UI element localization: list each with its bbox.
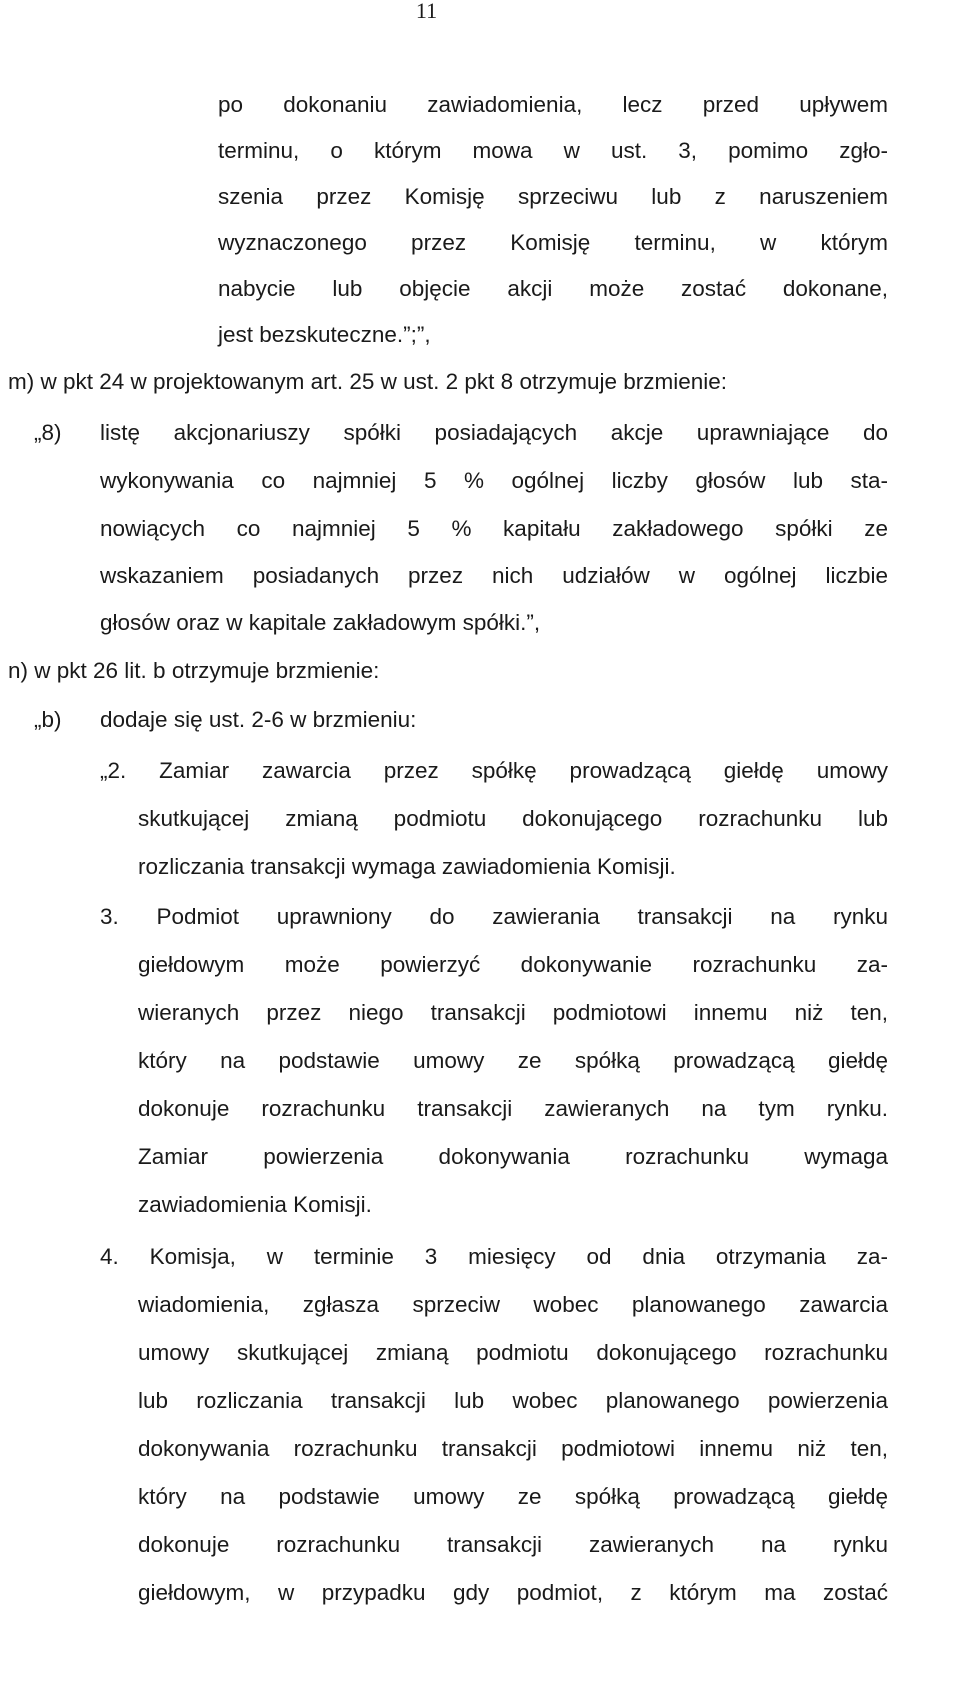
text-line: nabycie lub objęcie akcji może zostać dokonane,: [218, 276, 888, 301]
text-line: zawiadomienia Komisji.: [138, 1192, 372, 1217]
quote-label: „b): [34, 707, 62, 732]
item-header: n) w pkt 26 lit. b otrzymuje brzmienie:: [8, 658, 380, 683]
quote-label: „8): [34, 420, 62, 445]
text-line: dokonywania rozrachunku transakcji podmiotowi innemu niż ten,: [138, 1436, 888, 1461]
text-line: „2. Zamiar zawarcia przez spółkę prowadzącą giełdę umowy: [100, 758, 888, 783]
text-line: który na podstawie umowy ze spółką prowadzącą giełdę: [138, 1048, 888, 1073]
item-header: m) w pkt 24 w projektowanym art. 25 w ust. 2 pkt 8 otrzymuje brzmienie:: [8, 369, 728, 394]
text-line: umowy skutkującej zmianą podmiotu dokonującego rozrachunku: [138, 1340, 888, 1365]
text-line: wykonywania co najmniej 5 % ogólnej liczby głosów lub sta-: [100, 468, 888, 493]
text-line: dokonuje rozrachunku transakcji zawieranych na rynku: [138, 1532, 888, 1557]
text-line: wieranych przez niego transakcji podmiotowi innemu niż ten,: [138, 1000, 888, 1025]
text-line: listę akcjonariuszy spółki posiadających akcje uprawniające do: [100, 420, 888, 445]
text-line: skutkującej zmianą podmiotu dokonującego rozrachunku lub: [138, 806, 888, 831]
text-line: dokonuje rozrachunku transakcji zawieranych na tym rynku.: [138, 1096, 888, 1121]
text-line: giełdowym może powierzyć dokonywanie rozrachunku za-: [138, 952, 888, 977]
text-line: rozliczania transakcji wymaga zawiadomienia Komisji.: [138, 854, 676, 879]
text-line: 3. Podmiot uprawniony do zawierania transakcji na rynku: [100, 904, 888, 929]
text-line: wyznaczonego przez Komisję terminu, w którym: [218, 230, 888, 255]
text-line: wiadomienia, zgłasza sprzeciw wobec planowanego zawarcia: [138, 1292, 888, 1317]
text-line: który na podstawie umowy ze spółką prowadzącą giełdę: [138, 1484, 888, 1509]
text-line: Zamiar powierzenia dokonywania rozrachunku wymaga: [138, 1144, 888, 1169]
text-line: 4. Komisja, w terminie 3 miesięcy od dnia otrzymania za-: [100, 1244, 888, 1269]
text-line: wskazaniem posiadanych przez nich udziałów w ogólnej liczbie: [100, 563, 888, 588]
text-line: głosów oraz w kapitale zakładowym spółki.”,: [100, 610, 541, 635]
text-line: giełdowym, w przypadku gdy podmiot, z którym ma zostać: [138, 1580, 888, 1605]
text-line: dodaje się ust. 2-6 w brzmieniu:: [100, 707, 417, 732]
page-number: 11: [415, 0, 438, 23]
text-line: terminu, o którym mowa w ust. 3, pomimo zgło-: [218, 138, 888, 163]
text-line: lub rozliczania transakcji lub wobec planowanego powierzenia: [138, 1388, 888, 1413]
text-line: jest bezskuteczne.”;”,: [218, 322, 431, 347]
text-line: po dokonaniu zawiadomienia, lecz przed upływem: [218, 92, 888, 117]
text-line: nowiących co najmniej 5 % kapitału zakładowego spółki ze: [100, 516, 888, 541]
text-line: szenia przez Komisję sprzeciwu lub z naruszeniem: [218, 184, 888, 209]
